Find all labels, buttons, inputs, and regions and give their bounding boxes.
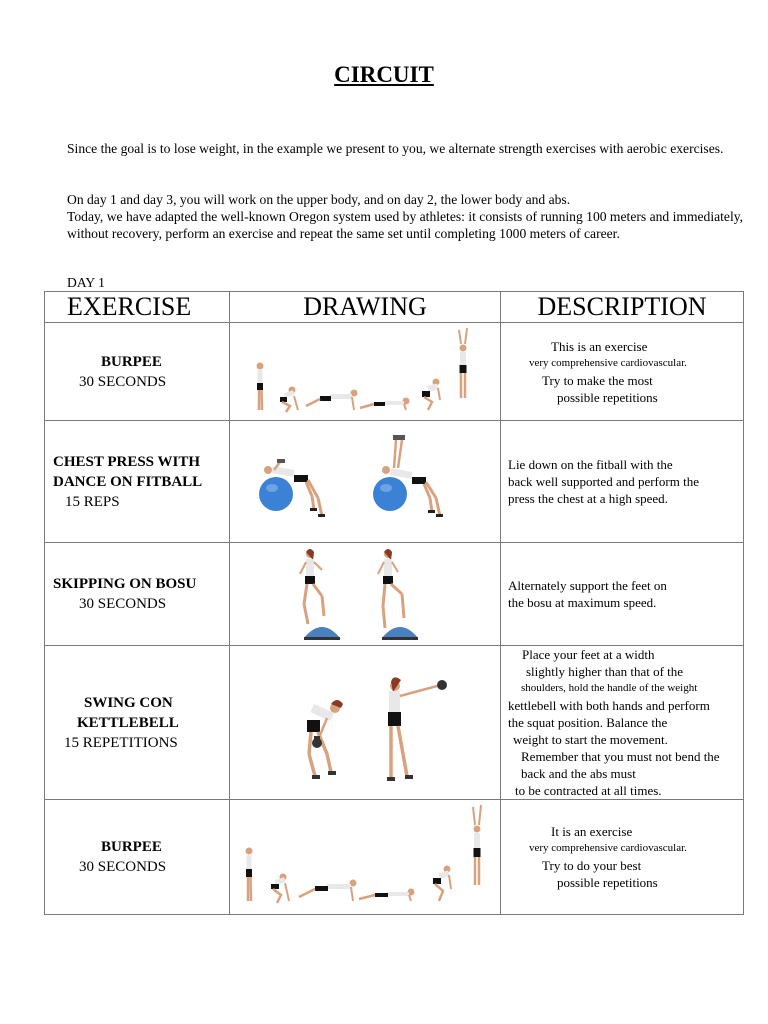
description-line: very comprehensive cardiovascular. [529, 842, 687, 854]
intro-paragraph-oregon: Today, we have adapted the well-known Oregon system used by athletes: it consists of running 100 meters and immediately, without recovery, perform an exercise and repeat the same set until completing 1000 meters of career. [67, 209, 744, 241]
exercise-name: CHEST PRESS WITH [53, 453, 201, 470]
exercise-cell [45, 421, 230, 543]
description-line: This is an exercise [551, 338, 648, 354]
exercise-cell [45, 646, 230, 800]
exercise-amount: 30 SECONDS [79, 596, 167, 612]
description-line: Try to make the most [542, 372, 653, 388]
exercise-amount: 30 SECONDS [79, 859, 167, 875]
description-line: very comprehensive cardiovascular. [529, 356, 687, 369]
description-cell [501, 543, 744, 646]
fitball-chest-press-photo [230, 432, 500, 532]
table-header-row [45, 292, 744, 323]
description-line: It is an exercise [551, 824, 633, 839]
exercise-amount: 15 REPS [65, 493, 120, 510]
exercise-cell [45, 543, 230, 646]
exercise-name: KETTLEBELL [77, 714, 179, 731]
exercise-cell [45, 800, 230, 915]
exercise-cell [45, 323, 230, 421]
description-line: the bosu at maximum speed. [508, 595, 657, 610]
drawing-cell [230, 323, 501, 421]
burpee-sequence-photo [230, 803, 500, 911]
intro-paragraph-goal: Since the goal is to lose weight, in the example we present to you, we alternate strength exercises with aerobic exercises. [67, 141, 724, 156]
exercise-name: DANCE ON FITBALL [53, 473, 203, 490]
description-line: possible repetitions [557, 875, 658, 890]
description-line: the squat position. Balance the [508, 715, 668, 730]
description-line: to be contracted at all times. [515, 783, 662, 798]
burpee-sequence-photo [230, 326, 500, 418]
description-line: kettlebell with both hands and perform [508, 698, 710, 713]
table-row [45, 543, 744, 646]
description-line: shoulders, hold the handle of the weight [521, 682, 698, 694]
description-line: back well supported and perform the [508, 474, 699, 489]
day-label: DAY 1 [67, 275, 105, 290]
description-cell [501, 800, 744, 915]
description-cell [501, 646, 744, 800]
exercise-table [44, 291, 744, 915]
description-line: back and the abs must [521, 766, 636, 781]
exercise-name: BURPEE [101, 839, 162, 855]
kettlebell-swing-photo [230, 658, 500, 788]
table-row [45, 646, 744, 800]
table-row [45, 800, 744, 915]
description-cell [501, 421, 744, 543]
description-line: Alternately support the feet on [508, 578, 667, 593]
header-drawing: DRAWING [230, 292, 501, 323]
table-row [45, 323, 744, 421]
description-cell [501, 323, 744, 421]
table-row [45, 421, 744, 543]
exercise-name: SWING CON [84, 694, 173, 711]
exercise-name: SKIPPING ON BOSU [53, 576, 197, 592]
bosu-skipping-photo [230, 544, 500, 644]
drawing-cell [230, 421, 501, 543]
page-title: CIRCUIT [334, 62, 434, 87]
description-line: possible repetitions [557, 389, 658, 405]
drawing-cell [230, 543, 501, 646]
exercise-amount: 15 REPETITIONS [64, 734, 178, 751]
description-line: Remember that you must not bend the [521, 749, 720, 764]
description-line: slightly higher than that of the [526, 664, 684, 679]
header-exercise: EXERCISE [45, 292, 230, 323]
description-line: weight to start the movement. [513, 732, 668, 747]
description-line: Lie down on the fitball with the [508, 457, 673, 472]
header-description: DESCRIPTION [501, 292, 744, 323]
intro-paragraph-days: On day 1 and day 3, you will work on the upper body, and on day 2, the lower body and abs. [67, 192, 571, 207]
exercise-amount: 30 SECONDS [79, 373, 167, 390]
description-line: press the chest at a high speed. [508, 491, 668, 506]
description-line: Place your feet at a width [522, 647, 655, 662]
drawing-cell [230, 646, 501, 800]
drawing-cell [230, 800, 501, 915]
exercise-name: BURPEE [101, 353, 162, 370]
description-line: Try to do your best [542, 858, 642, 873]
